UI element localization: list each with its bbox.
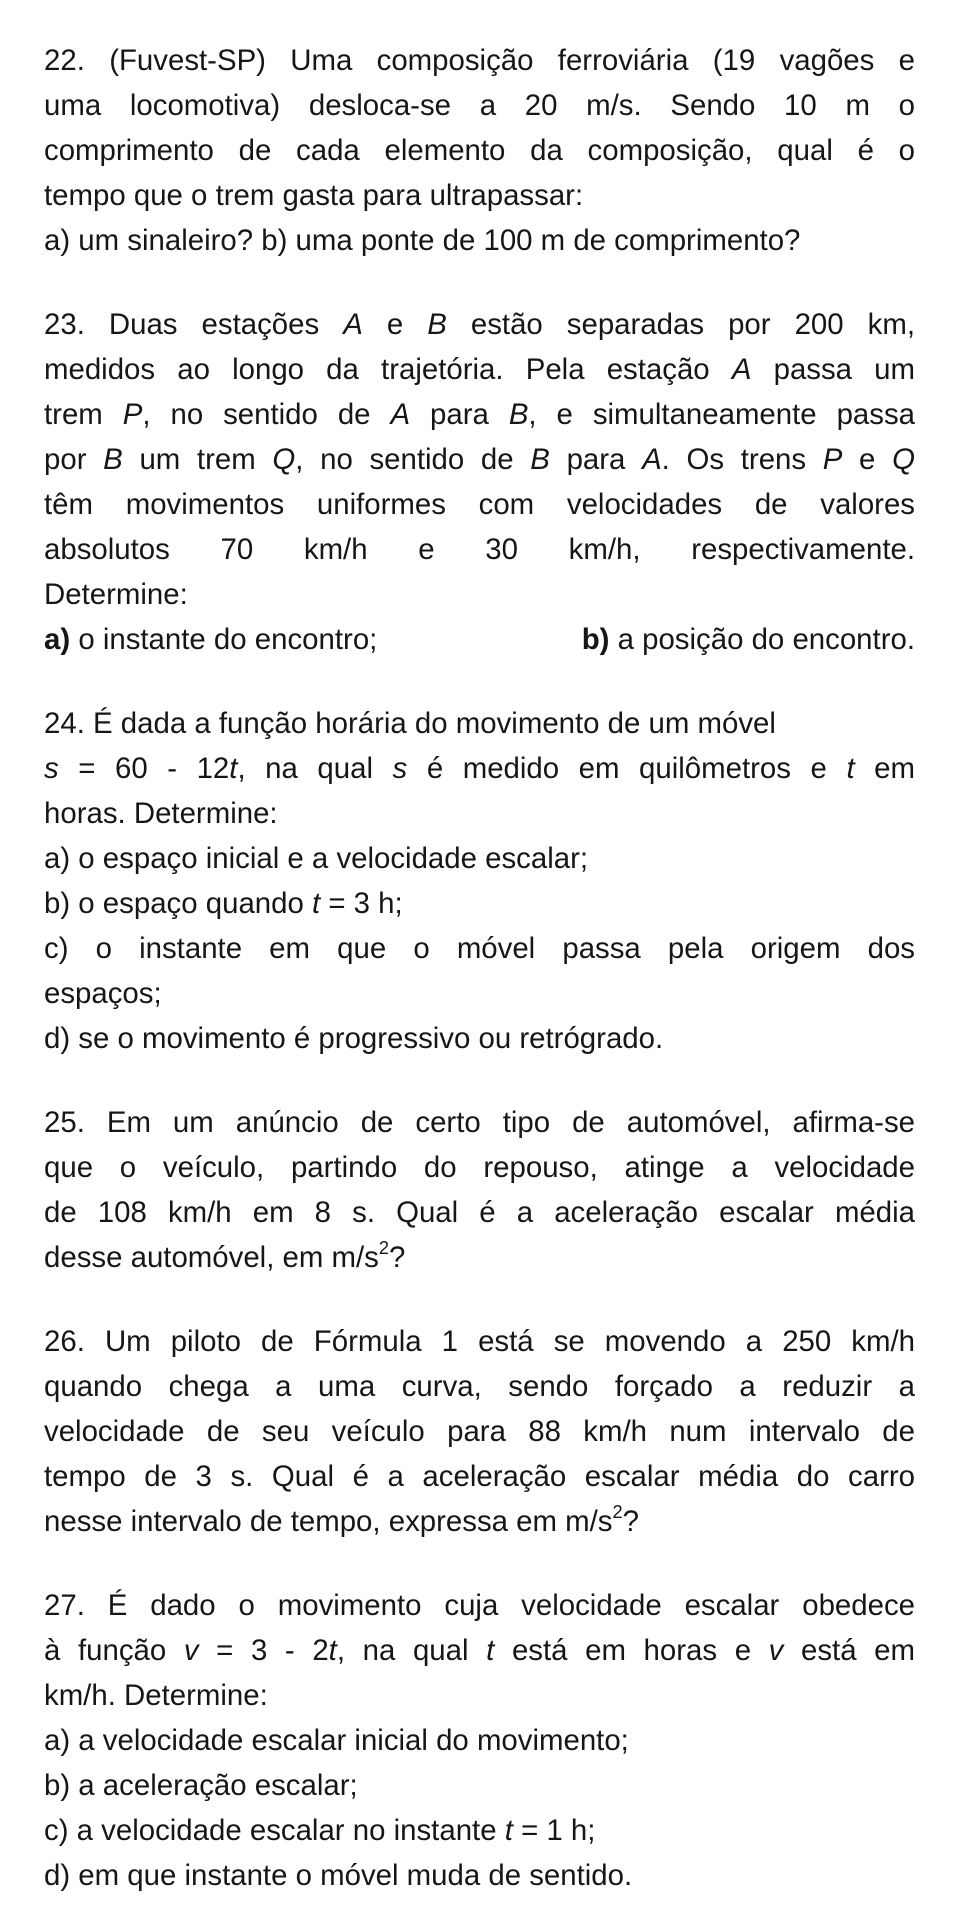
question-line: uma locomotiva) desloca-se a 20 m/s. Sendo 10 m o — [44, 89, 915, 122]
question-line: b) o espaço quando t = 3 h; — [44, 887, 403, 920]
question-line: que o veículo, partindo do repouso, atinge a velocidade — [44, 1151, 915, 1184]
question-number: 23. — [44, 308, 85, 341]
question-line: quando chega a uma curva, sendo forçado a reduzir a — [44, 1370, 915, 1403]
question-line: têm movimentos uniformes com velocidades de valores — [44, 488, 915, 521]
question-number: 25. — [44, 1106, 85, 1139]
question-line: tempo que o trem gasta para ultrapassar: — [44, 179, 584, 212]
question-number: 22. — [44, 44, 85, 77]
question-27 — [44, 1583, 915, 1898]
question-line: trem P, no sentido de A para B, e simultaneamente passa — [44, 398, 916, 431]
question-line: a) a velocidade escalar inicial do movimento; — [44, 1724, 629, 1757]
question-line: c) o instante em que o móvel passa pela origem dos — [44, 932, 915, 965]
question-line: 26. Um piloto de Fórmula 1 está se movendo a 250 km/h — [44, 1325, 915, 1358]
question-line: a) um sinaleiro? b) uma ponte de 100 m de comprimento? — [44, 224, 801, 257]
question-line: s = 60 - 12t, na qual s é medido em quilômetros e t em — [44, 752, 916, 785]
question-line: nesse intervalo de tempo, expressa em $m/s^2$? — [44, 1501, 639, 1538]
question-line: 27. É dado o movimento cuja velocidade escalar obedece — [44, 1589, 915, 1622]
question-line: 23. Duas estações A e B estão separadas por 200 km, — [44, 308, 915, 341]
question-items-row — [44, 617, 915, 662]
question-line: 24. É dada a função horária do movimento de um móvel — [44, 707, 776, 740]
question-26 — [44, 1319, 915, 1544]
question-line: tempo de 3 s. Qual é a aceleração escalar média do carro — [44, 1460, 915, 1493]
question-line: absolutos 70 km/h e 30 km/h, respectivamente. — [44, 533, 915, 566]
question-line: comprimento de cada elemento da composição, qual é o — [44, 134, 915, 167]
question-line: d) se o movimento é progressivo ou retrógrado. — [44, 1022, 664, 1055]
question-line: espaços; — [44, 977, 162, 1010]
question-25 — [44, 1100, 915, 1280]
item-b: b) a posição do encontro. — [581, 623, 915, 656]
question-line: de 108 km/h em 8 s. Qual é a aceleração escalar média — [44, 1196, 915, 1229]
question-number: 24. — [44, 707, 85, 740]
question-24 — [44, 701, 915, 1061]
question-line: velocidade de seu veículo para 88 km/h num intervalo de — [44, 1415, 915, 1448]
question-line: 22. (Fuvest-SP) Uma composição ferroviária (19 vagões e — [44, 44, 916, 77]
question-line: 25. Em um anúncio de certo tipo de automóvel, afirma-se — [44, 1106, 915, 1139]
question-line: km/h. Determine: — [44, 1679, 268, 1712]
question-line: c) a velocidade escalar no instante t = 1 h; — [44, 1814, 596, 1847]
question-line: d) em que instante o móvel muda de sentido. — [44, 1859, 633, 1892]
question-22 — [44, 38, 915, 263]
item-a: a) o instante do encontro; — [44, 623, 378, 656]
question-line: b) a aceleração escalar; — [44, 1769, 358, 1802]
question-line: a) o espaço inicial e a velocidade escalar; — [44, 842, 589, 875]
question-number: 27. — [44, 1589, 85, 1622]
question-23 — [44, 302, 915, 662]
question-number: 26. — [44, 1325, 85, 1358]
question-line: horas. Determine: — [44, 797, 278, 830]
question-line: desse automóvel, em $m/s^2$? — [44, 1237, 406, 1274]
question-line: medidos ao longo da trajetória. Pela estação A passa um — [44, 353, 916, 386]
question-line: Determine: — [44, 578, 188, 611]
question-line: à função v = 3 - 2t, na qual t está em horas e v está em — [44, 1634, 915, 1667]
question-line: por B um trem Q, no sentido de B para A. Os trens P e Q — [44, 443, 915, 476]
